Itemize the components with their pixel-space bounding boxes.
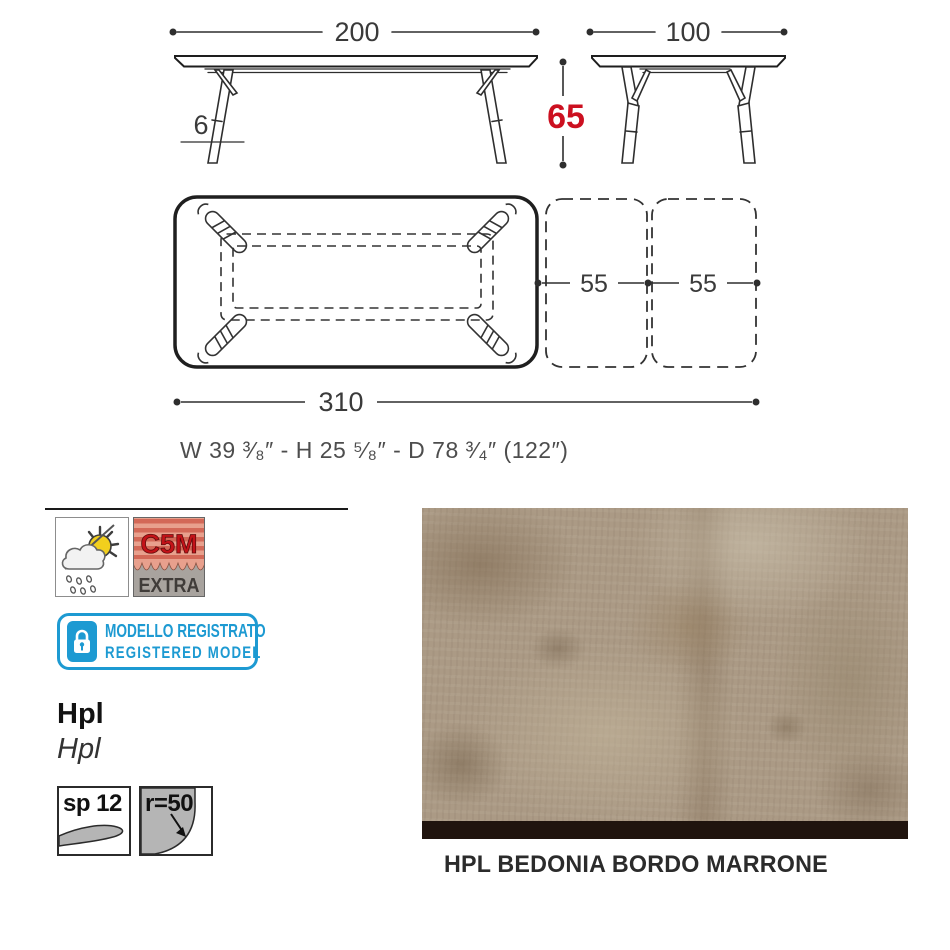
plan-view <box>174 197 761 417</box>
swatch-caption: HPL BEDONIA BORDO MARRONE <box>444 851 828 878</box>
c5m-extra-icon <box>133 517 205 597</box>
side-view <box>587 17 788 163</box>
c5m-extra-badge <box>133 517 205 597</box>
c5m-code-label: C5M <box>140 529 198 559</box>
extension-2-label: 55 <box>689 270 717 298</box>
front-width-dimension <box>170 17 540 47</box>
top-thickness-badge <box>57 786 131 856</box>
imperial-dimensions: W 39 ³⁄₈″ - H 25 ⁵⁄₈″ - D 78 ³⁄₄″ (122″) <box>180 437 569 463</box>
height-label: 65 <box>547 98 585 136</box>
material-name-localized: Hpl <box>57 733 101 765</box>
front-left-leg <box>208 70 237 163</box>
material-swatch <box>422 508 908 839</box>
side-right-leg <box>727 67 755 163</box>
registered-model-line1: MODELLO REGISTRATO <box>105 620 266 641</box>
sun-rain-icon <box>56 518 128 596</box>
total-length-dimension <box>174 387 760 417</box>
side-tabletop <box>592 56 785 67</box>
front-view <box>170 17 540 163</box>
padlock-icon <box>67 621 97 662</box>
c5m-grade-label: EXTRA <box>138 575 200 597</box>
side-left-leg <box>622 67 650 163</box>
registered-model-line2: REGISTERED MODEL <box>105 642 262 662</box>
front-right-leg <box>477 70 506 163</box>
outdoor-weather-badge <box>55 517 129 597</box>
radius-label: r=50 <box>145 790 194 817</box>
extension-1-label: 55 <box>580 270 608 298</box>
side-depth-label: 100 <box>665 17 711 47</box>
corner-radius-badge <box>139 786 213 856</box>
total-length-label: 310 <box>318 387 364 417</box>
section-divider <box>45 508 348 510</box>
front-tabletop <box>175 56 537 67</box>
brown-edge-strip <box>422 821 908 839</box>
side-depth-dimension <box>587 17 788 47</box>
registered-model-badge <box>57 613 266 670</box>
thickness-label: sp 12 <box>63 790 122 817</box>
front-width-label: 200 <box>334 17 380 47</box>
edge-profile-icon <box>59 820 129 854</box>
material-name: Hpl <box>57 698 104 730</box>
height-dimension <box>547 59 585 169</box>
leg-thickness-label: 6 <box>193 110 209 140</box>
hpl-stone-texture <box>422 508 908 821</box>
